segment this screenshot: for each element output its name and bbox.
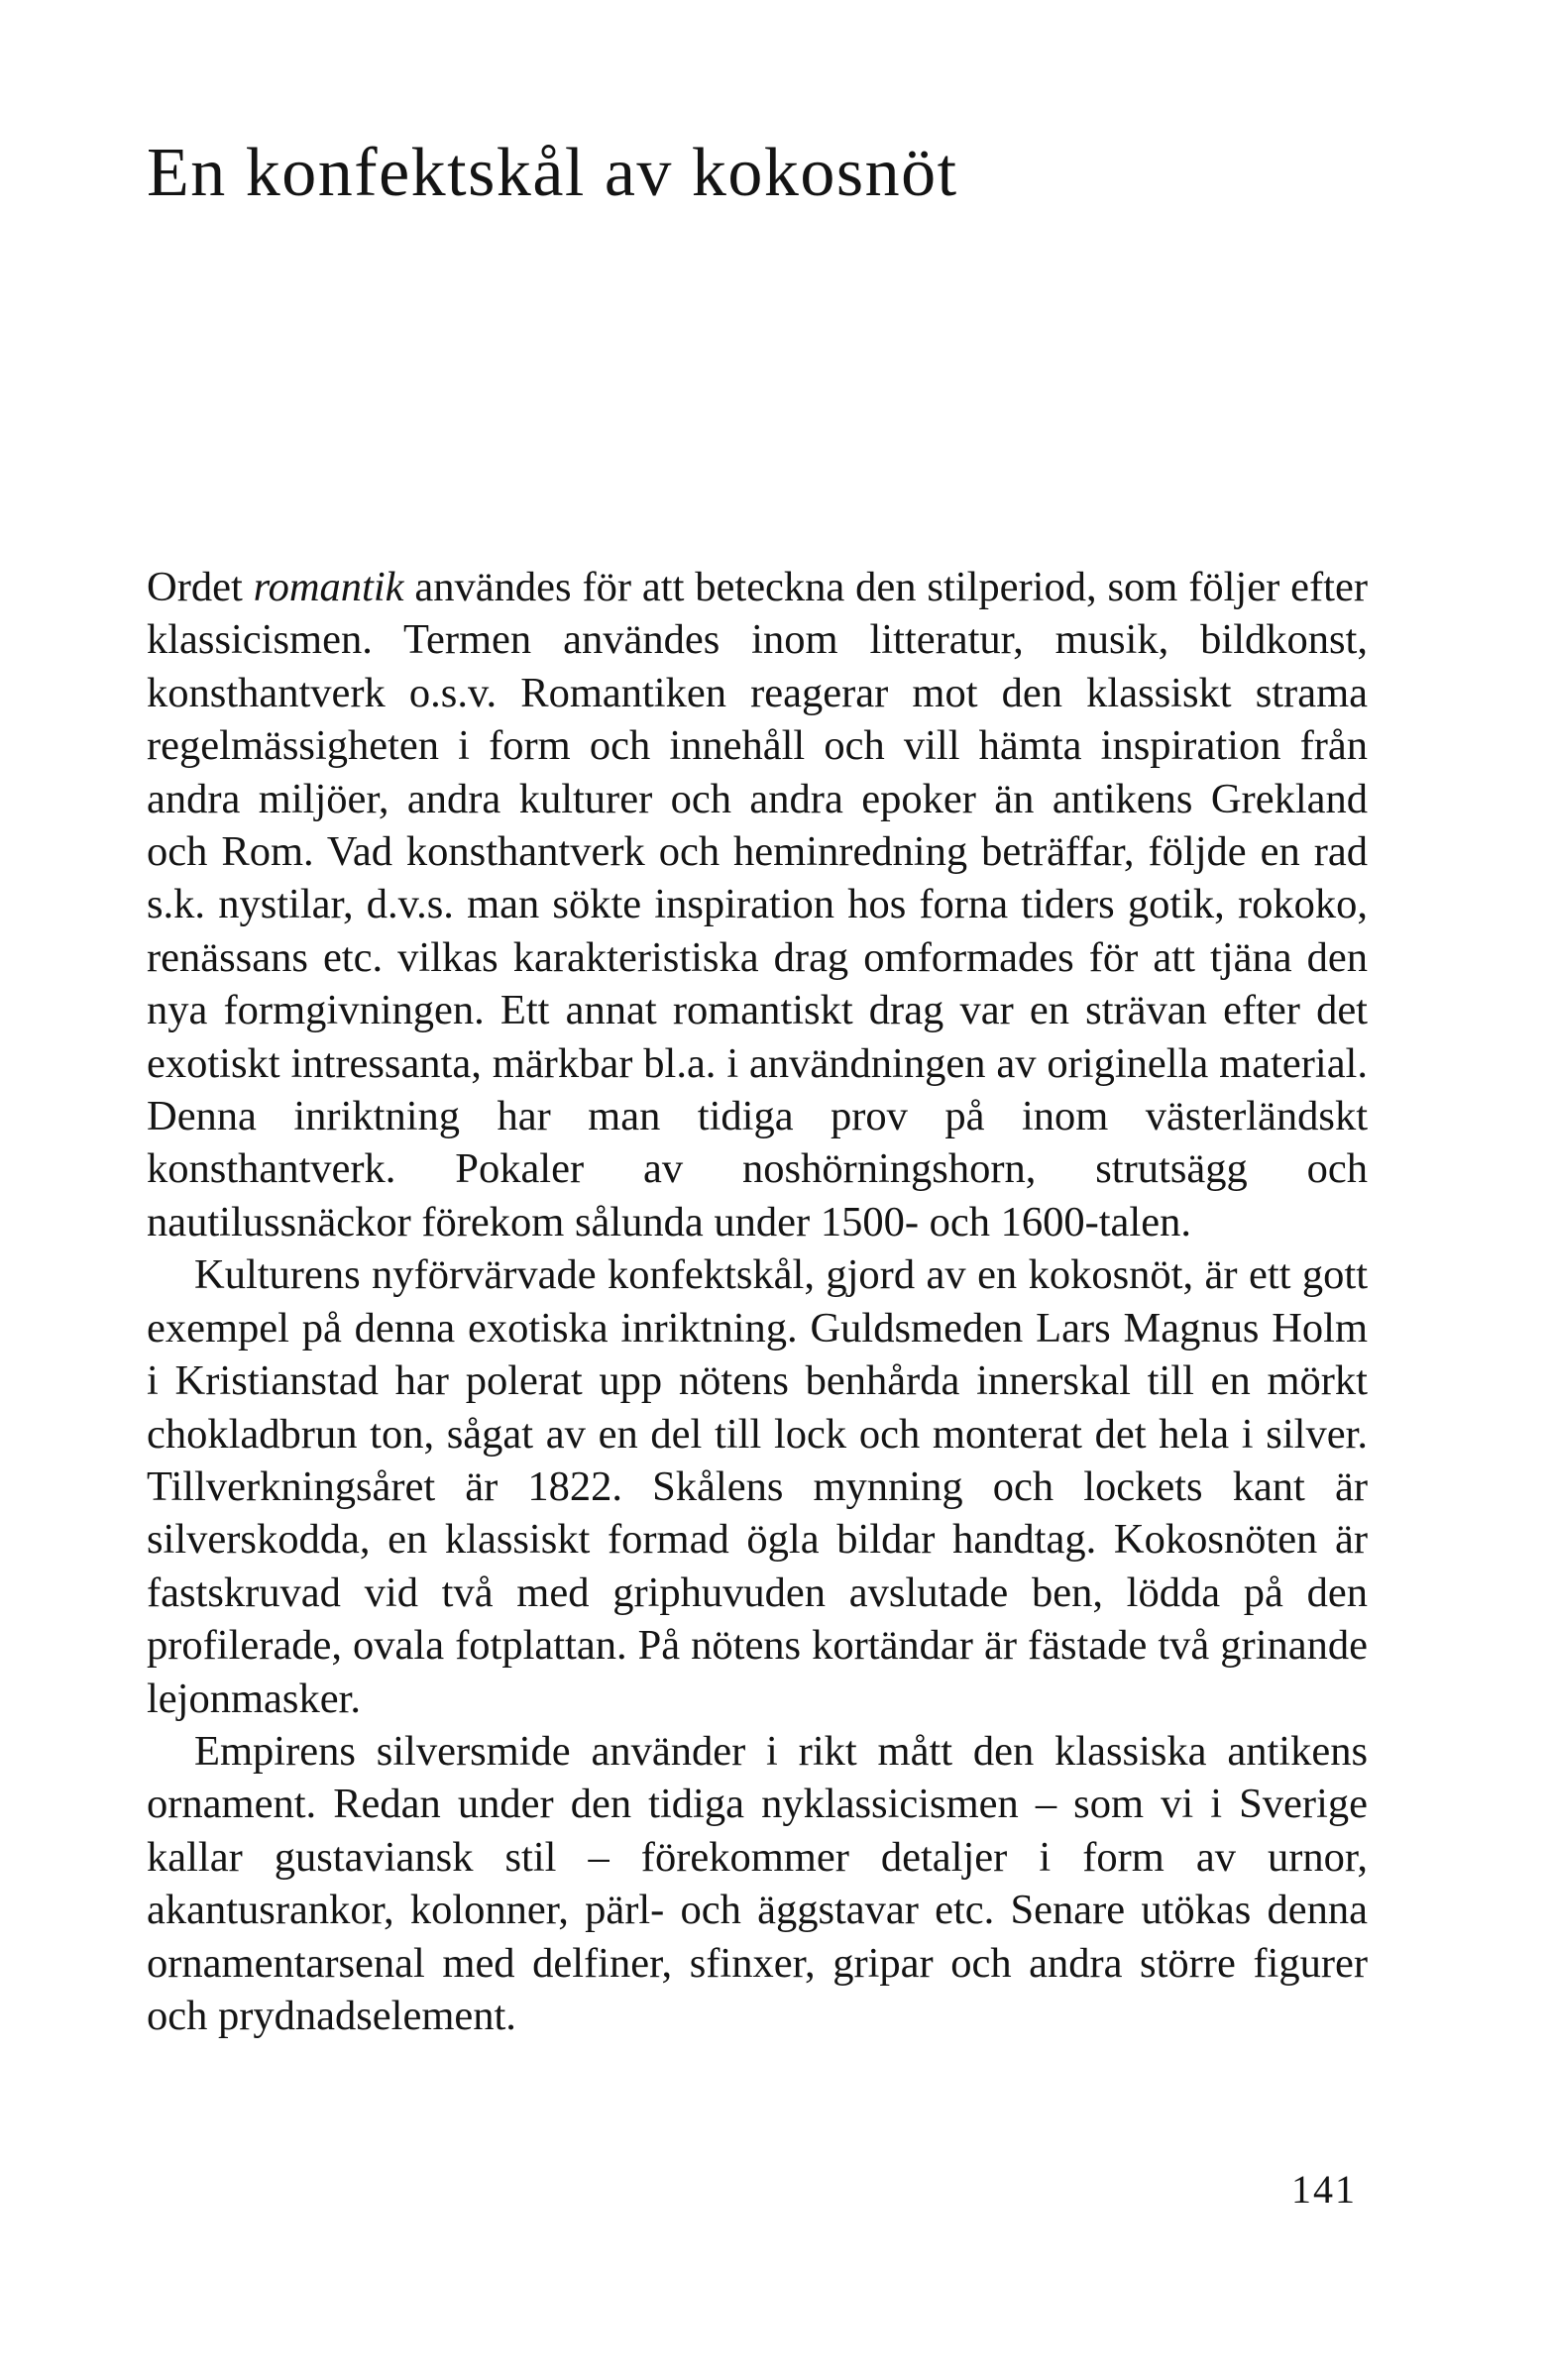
- emphasized-term: romantik: [253, 564, 404, 610]
- body-text: [147, 561, 1368, 2042]
- paragraph-1: [147, 561, 1368, 1248]
- paragraph-2: Kulturens nyförvärvade konfektskål, gjord av en kokosnöt, är ett gott exempel på denna exotiska inriktning. Guldsmeden Lars Magnus Holm i Kristianstad har polerat upp nötens benhårda innerskal till en mörkt chokladbrun ton, sågat av en del till lock och monterat det hela i silver. Tillverkningsåret är 1822. Skålens mynning och lockets kant är silverskodda, en klassiskt formad ögla bildar handtag. Kokosnöten är fastskruvad vid två med griphuvuden avslutade ben, lödda på den profilerade, ovala fotplattan. På nötens kortändar är fästade två grinande lejonmasker.: [147, 1251, 1368, 1722]
- page-number: 141: [1291, 2167, 1357, 2212]
- paragraph-3: Empirens silversmide använder i rikt mått den klassiska antikens ornament. Redan under den tidiga nyklassicismen – som vi i Sverige kallar gustaviansk stil – förekommer detaljer i form av urnor, akantusrankor, kolonner, pärl- och äggstavar etc. Senare utökas denna ornamentarsenal med delfiner, sfinxer, gripar och andra större figurer och prydnadselement.: [147, 1727, 1368, 2039]
- paragraph-1-rest: användes för att beteckna den stilperiod, som följer efter klassicismen. Termen användes inom litteratur, musik, bildkonst, konsthantverk o.s.v. Romantiken reagerar mot den klassiskt strama regelmässigheten i form och innehåll och vill hämta inspiration från andra miljöer, andra kulturer och andra epoker än antikens Grekland och Rom. Vad konsthantverk och heminredning beträffar, följde en rad s.k. nystilar, d.v.s. man sökte inspiration hos forna tiders gotik, rokoko, renässans etc. vilkas karakteristiska drag omformades för att tjäna den nya formgivningen. Ett annat romantiskt drag var en strävan efter det exotiskt intressanta, märkbar bl.a. i användningen av originella material. Denna inriktning har man tidiga prov på inom västerländskt konsthantverk. Pokaler av noshörningshorn, strutsägg och nautilussnäckor förekom sålunda under 1500- och 1600-talen.: [147, 564, 1368, 1245]
- paragraph-1-lead: Ordet: [147, 564, 254, 610]
- chapter-title: En konfektskål av kokosnöt: [147, 135, 958, 211]
